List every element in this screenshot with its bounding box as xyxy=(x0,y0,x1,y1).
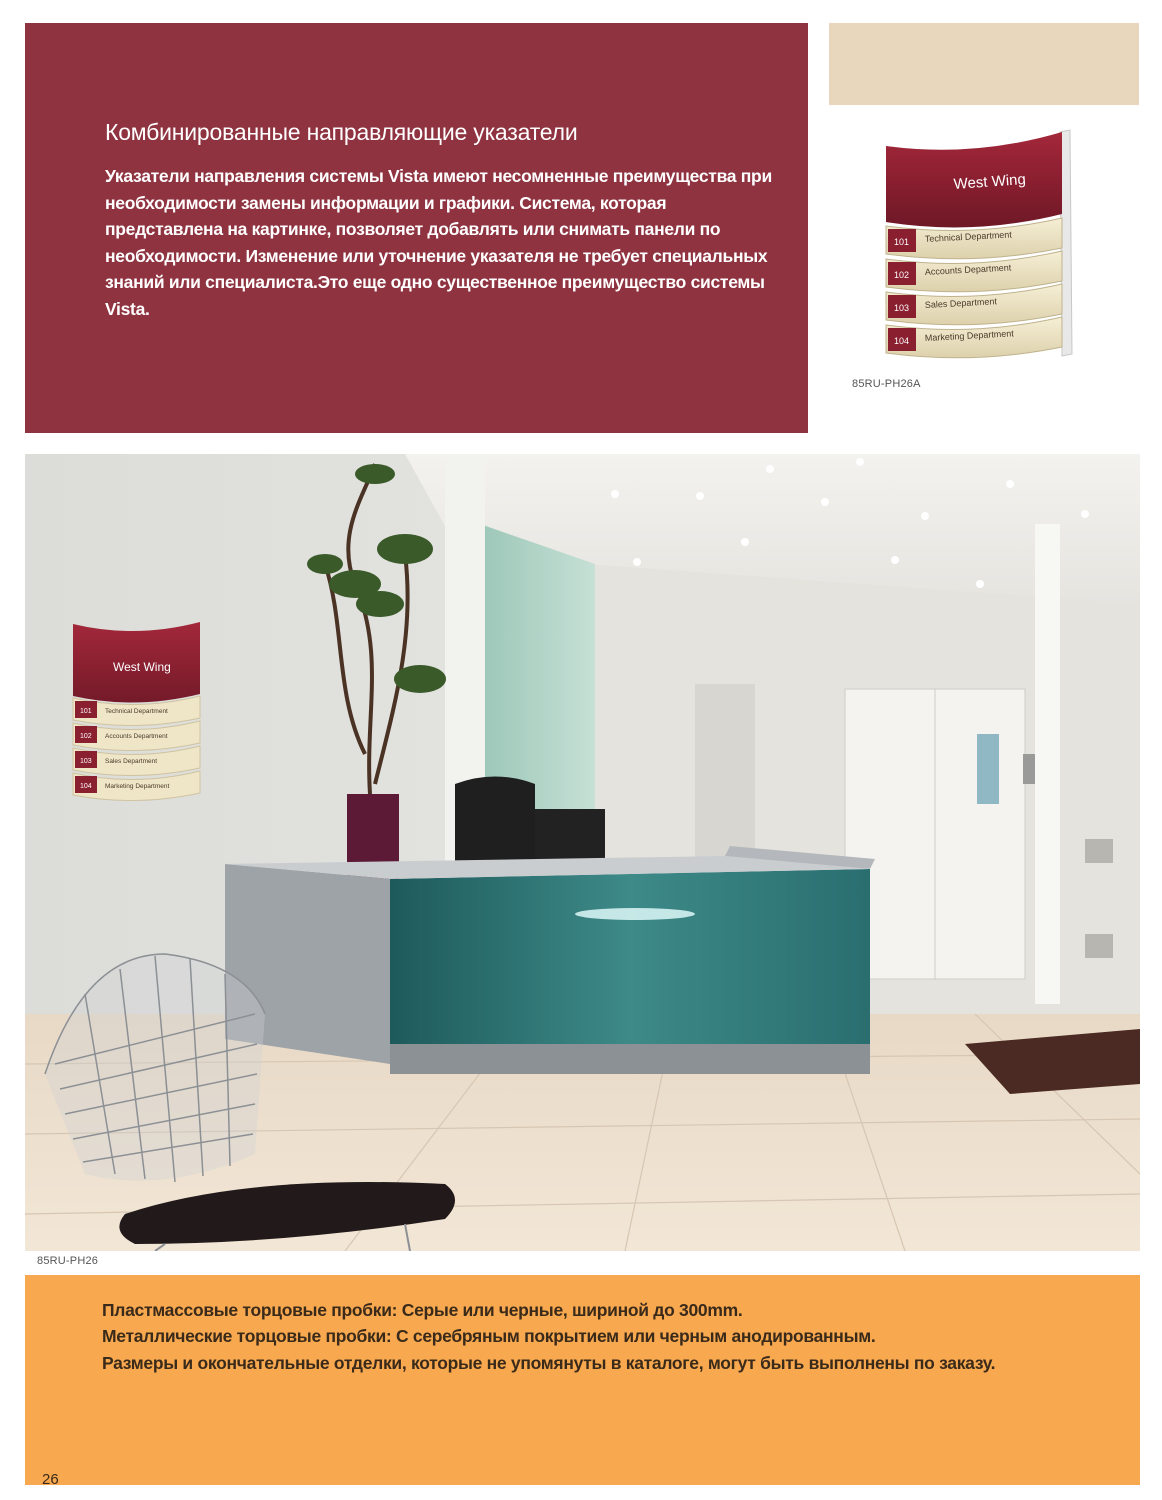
intro-panel xyxy=(25,23,808,433)
wall-sign-number: 102 xyxy=(80,733,92,740)
intro-title: Комбинированные направляющие указатели xyxy=(105,119,578,145)
product-row-label: Accounts Department xyxy=(924,262,1012,277)
notes-line: Размеры и окончательные отделки, которые не упомянуты в каталоге, могут быть выполнены по заказу. xyxy=(102,1352,996,1373)
wall-sign-title: West Wing xyxy=(113,660,171,674)
product-row-number: 104 xyxy=(894,336,910,346)
product-row-number: 102 xyxy=(894,270,910,280)
product-row-number: 101 xyxy=(894,237,910,247)
page-number: 26 xyxy=(42,1471,59,1488)
product-row-label: Sales Department xyxy=(924,296,998,310)
product-row-label: Technical Department xyxy=(924,229,1013,244)
notes-text xyxy=(102,1297,1002,1376)
product-row-number: 103 xyxy=(894,303,910,313)
notes-line: Пластмассовые торцовые пробки: Серые или черные, шириной до 300mm. xyxy=(102,1300,743,1320)
photo-sku: 85RU-PH26 xyxy=(37,1255,99,1267)
notes-line: Металлические торцовые пробки: С серебряным покрытием или черным анодированным. xyxy=(102,1326,876,1347)
product-sign-image xyxy=(874,126,1074,361)
notes-panel xyxy=(25,1275,1140,1488)
wall-sign-number: 101 xyxy=(80,708,92,715)
decorative-beige-block xyxy=(829,23,1139,105)
intro-body: Указатели направления системы Vista имеют несомненные преимущества при необходимости замены информации и графики. Система, которая представлена на картинке, позволяет добавлять или снимать панели по необходимости. Изменение или уточнение указателя не требует специальных знаний или специалиста.Это еще одно существенное преимущество системы Vista. xyxy=(105,166,772,319)
wall-sign-label: Marketing Department xyxy=(105,783,170,790)
product-sign-title: West Wing xyxy=(953,170,1027,193)
wall-sign-number: 103 xyxy=(80,758,92,765)
reception-photo xyxy=(25,454,1140,1251)
product-row-label: Marketing Department xyxy=(924,328,1015,343)
wall-sign-number: 104 xyxy=(80,783,92,790)
wall-sign-label: Accounts Department xyxy=(105,733,168,740)
wall-sign-label: Sales Department xyxy=(105,758,158,765)
wall-sign-label: Technical Department xyxy=(105,708,168,715)
product-sku: 85RU-PH26A xyxy=(852,378,921,390)
